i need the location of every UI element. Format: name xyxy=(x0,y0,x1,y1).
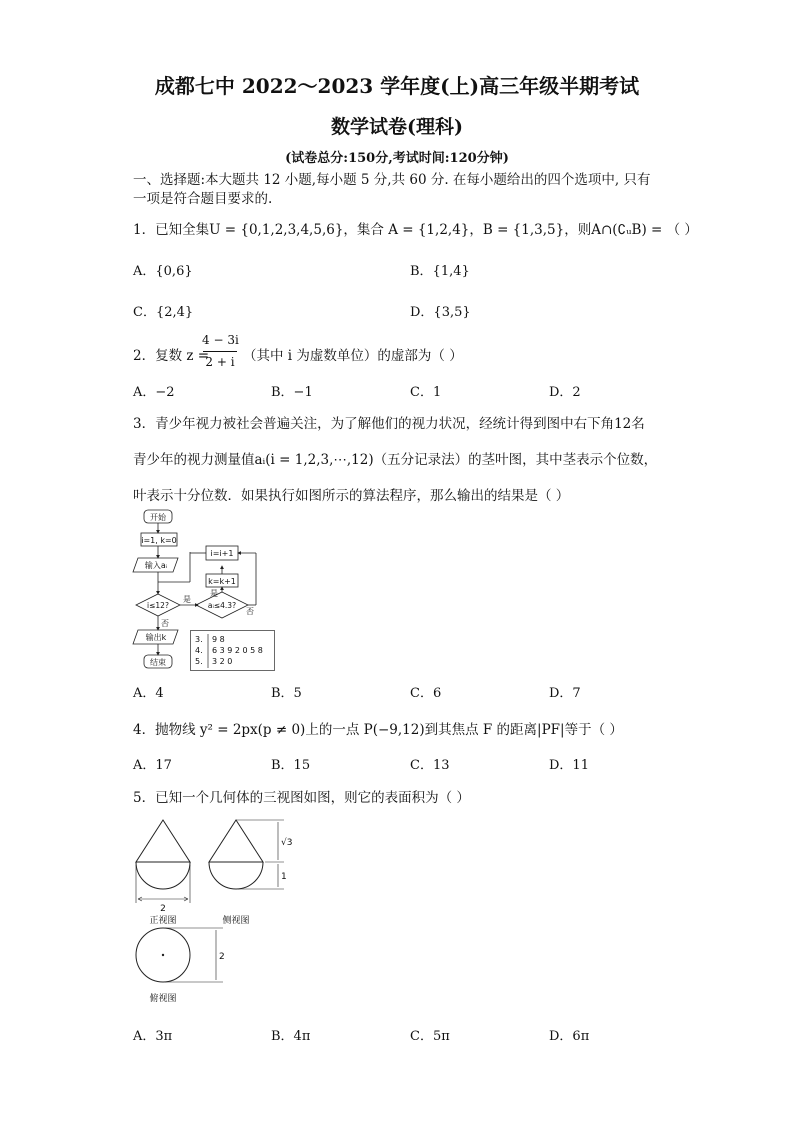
fc-output: 输出k xyxy=(145,633,167,642)
q2-option-c: C．1 xyxy=(410,385,442,400)
q2-stem-post: （其中 i 为虚数单位）的虚部为（ ） xyxy=(243,348,463,364)
q4-stem: 4．抛物线 y² = 2px(p ≠ 0)上的一点 P(−9,12)到其焦点 F 的距离|PF|等于（ ） xyxy=(133,722,623,738)
q2-fraction-bar xyxy=(203,351,237,352)
fc-cond2: aᵢ≤4.3? xyxy=(207,601,237,610)
q2-denominator: 2 + i xyxy=(205,355,235,369)
fc-end: 结束 xyxy=(150,658,166,667)
q4-option-c: C．13 xyxy=(410,758,450,773)
fc-start: 开始 xyxy=(150,513,166,522)
stemleaf-row1-leaves: 9 8 xyxy=(212,635,225,644)
fc-inc-i: i=i+1 xyxy=(210,549,234,558)
dim-top-two: 2 xyxy=(219,952,225,962)
q5-option-d: D．6π xyxy=(549,1029,590,1044)
q5-option-c: C．5π xyxy=(410,1029,450,1044)
fc-cond1: i≤12? xyxy=(147,601,169,610)
q5-three-views xyxy=(128,815,308,1009)
fc-input: 输入aᵢ xyxy=(144,561,168,570)
fc-yes-2: 是 xyxy=(210,589,218,598)
q5-option-a: A．3π xyxy=(133,1029,173,1044)
q3-option-b: B．5 xyxy=(271,686,302,701)
fc-no-1: 否 xyxy=(161,619,169,628)
q1-option-b: B．{1,4} xyxy=(410,264,470,279)
q3-stem-leaf-plot xyxy=(190,630,276,676)
q4-option-b: B．15 xyxy=(271,758,311,773)
q3-option-a: A．4 xyxy=(133,686,164,701)
q3-line2: 青少年的视力测量值aᵢ(i = 1,2,3,⋯,12)（五分记录法）的茎叶图，其中茎表示个位数， xyxy=(133,452,658,468)
dim-front-width: 2 xyxy=(160,904,166,914)
q3-line1: 3．青少年视力被社会普遍关注，为了解他们的视力状况，经统计得到图中右下角12名 xyxy=(133,416,645,432)
stemleaf-row3-stem: 5. xyxy=(195,657,203,666)
q2-option-a: A．−2 xyxy=(133,385,175,400)
dim-sqrt3: √3 xyxy=(281,838,293,848)
front-view-label: 正视图 xyxy=(149,916,177,926)
top-view-label: 俯视图 xyxy=(149,994,177,1004)
q5-stem: 5．已知一个几何体的三视图如图，则它的表面积为（ ） xyxy=(133,790,470,806)
q2-numerator: 4 − 3i xyxy=(202,333,239,347)
q1-option-d: D．{3,5} xyxy=(410,305,471,320)
stemleaf-row1-stem: 3. xyxy=(195,635,203,644)
exam-title: 成都七中 2022～2023 学年度(上)高三年级半期考试 xyxy=(154,74,640,98)
dim-one: 1 xyxy=(281,872,287,882)
fc-no-2: 否 xyxy=(246,607,254,616)
exam-subtitle: 数学试卷(理科) xyxy=(331,116,463,138)
q2-stem-pre: 2．复数 z = xyxy=(133,348,210,364)
fc-init: i=1, k=0 xyxy=(141,536,177,545)
q4-option-a: A．17 xyxy=(133,758,172,773)
exam-note: (试卷总分:150分,考试时间:120分钟) xyxy=(285,151,509,166)
section-intro-line1: 一、选择题:本大题共 12 小题,每小题 5 分,共 60 分. 在每小题给出的四个选项中, 只有 xyxy=(133,172,651,188)
q4-option-d: D．11 xyxy=(549,758,589,773)
q2-option-d: D．2 xyxy=(549,385,581,400)
side-view-label: 侧视图 xyxy=(222,916,250,926)
q3-line3: 叶表示十分位数．如果执行如图所示的算法程序，那么输出的结果是（ ） xyxy=(133,488,570,504)
q2-option-b: B．−1 xyxy=(271,385,313,400)
q1-option-c: C．{2,4} xyxy=(133,305,194,320)
fc-inc-k: k=k+1 xyxy=(208,577,236,586)
q3-option-c: C．6 xyxy=(410,686,442,701)
q5-option-b: B．4π xyxy=(271,1029,311,1044)
q1-stem: 1．已知全集U = {0,1,2,3,4,5,6}，集合 A = {1,2,4}，B = {1,3,5}，则A∩(∁ᵤB) = （ ） xyxy=(133,222,698,238)
section-intro-line2: 一项是符合题目要求的. xyxy=(133,191,273,207)
stemleaf-row3-leaves: 3 2 0 xyxy=(212,657,233,666)
stemleaf-row2-stem: 4. xyxy=(195,646,203,655)
stemleaf-row2-leaves: 6 3 9 2 0 5 8 xyxy=(212,646,263,655)
q1-option-a: A．{0,6} xyxy=(133,264,193,279)
fc-yes-1: 是 xyxy=(183,595,191,604)
q3-option-d: D．7 xyxy=(549,686,581,701)
